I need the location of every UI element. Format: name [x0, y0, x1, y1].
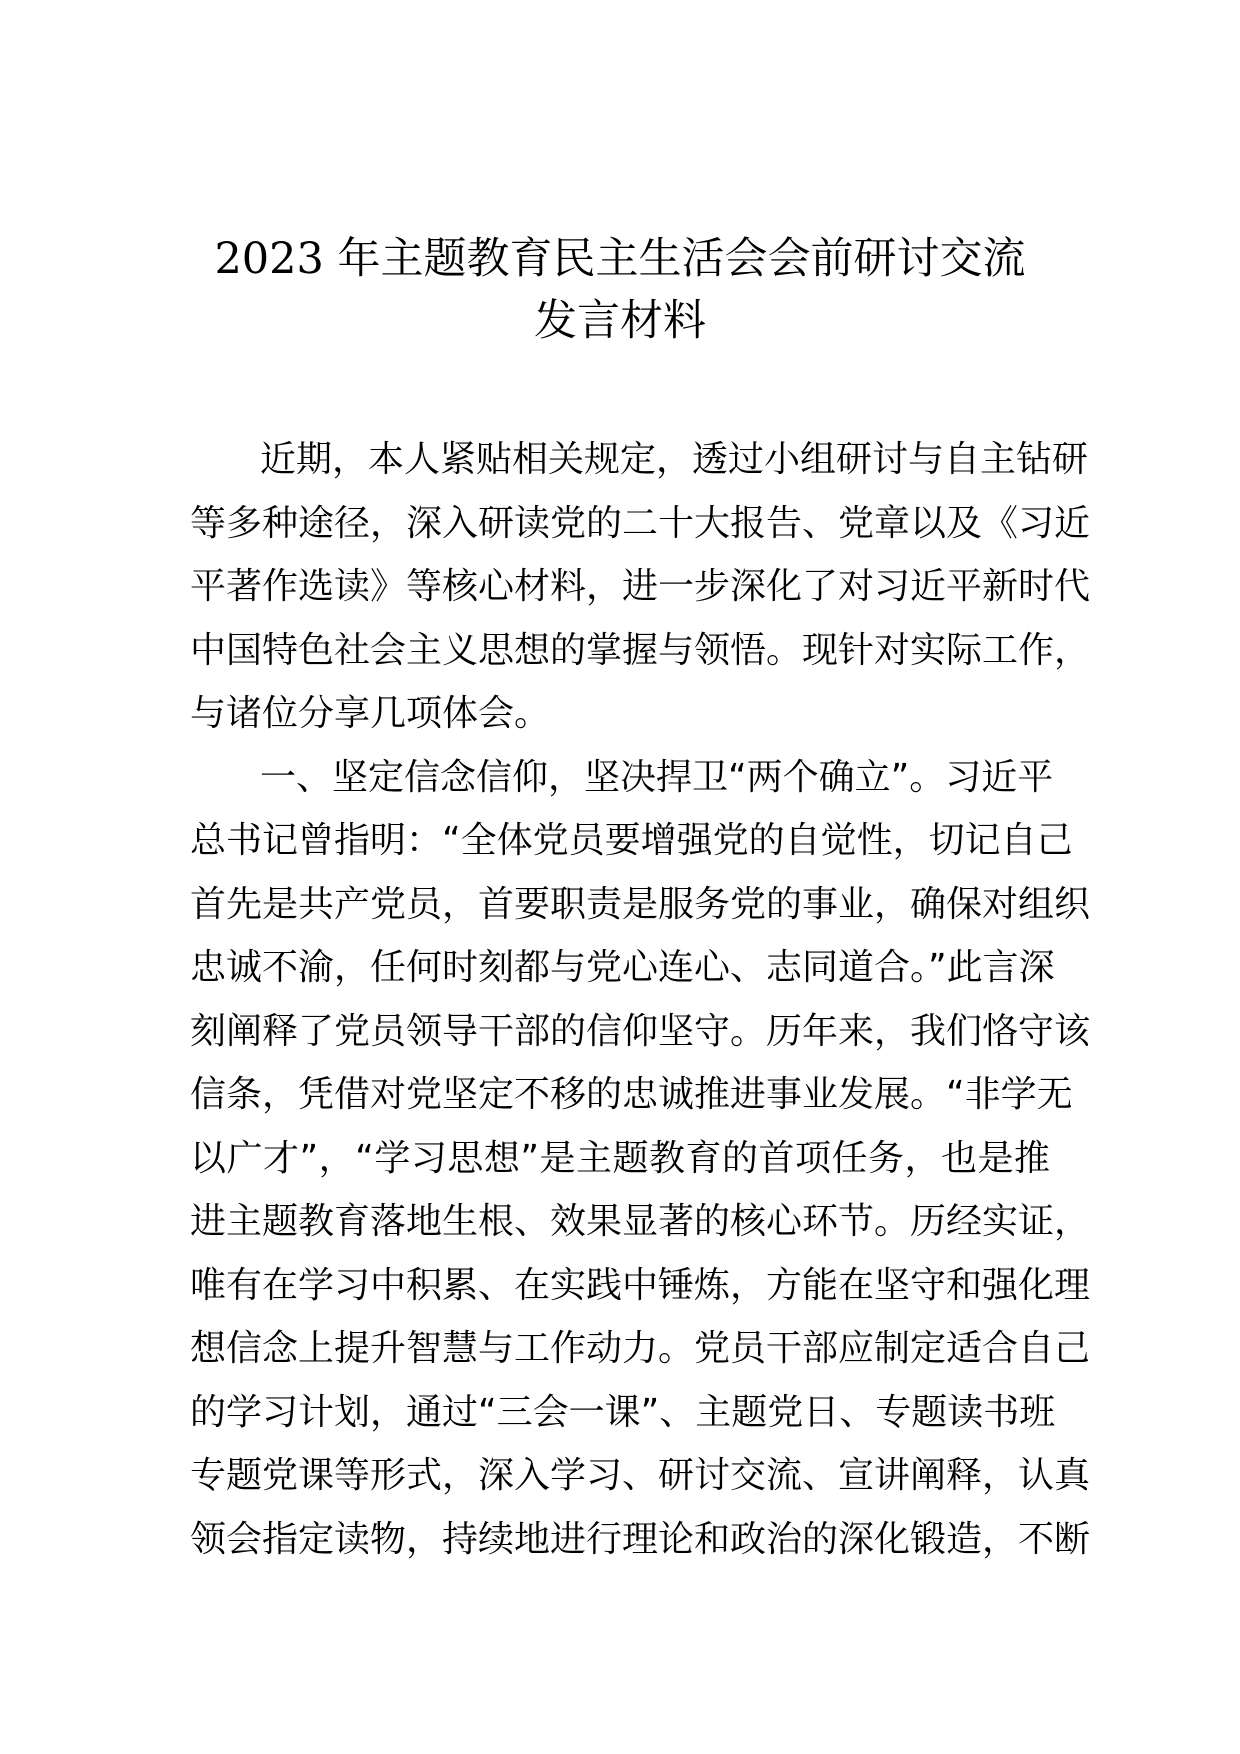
text-line: 与诸位分享几项体会。: [190, 693, 551, 734]
text-line: 平著作选读》等核心材料，进一步深化了对习近平新时代: [190, 566, 1091, 607]
text-line: 刻阐释了党员领导干部的信仰坚守。历年来，我们恪守该: [190, 1010, 1091, 1052]
title-line-2: 发言材料: [534, 296, 706, 346]
text-line: 一、坚定信念信仰，坚决捍卫“两个确立”。习近平: [260, 756, 1054, 798]
title-line-1: 2023 年主题教育民主生活会会前研讨交流: [214, 234, 1026, 284]
text-line: 的学习计划，通过“三会一课”、主题党日、专题读书班: [190, 1391, 1056, 1433]
text-line: 信条，凭借对党坚定不移的忠诚推进事业发展。“非学无: [190, 1074, 1073, 1115]
text-line: 以广才”，“学习思想”是主题教育的首项任务，也是推: [190, 1137, 1050, 1179]
text-line: 领会指定读物，持续地进行理论和政治的深化锻造，不断: [190, 1518, 1091, 1560]
document-title: [150, 228, 1090, 352]
paragraph-section-one: [190, 746, 1091, 1572]
text-line: 想信念上提升智慧与工作动力。党员干部应制定适合自己: [190, 1328, 1091, 1369]
text-line: 专题党课等形式，深入学习、研讨交流、宣讲阐释，认真: [190, 1455, 1091, 1496]
text-line: 近期，本人紧贴相关规定，透过小组研讨与自主钻研: [260, 439, 1089, 480]
text-line: 进主题教育落地生根、效果显著的核心环节。历经实证，: [190, 1201, 1091, 1242]
text-line: 中国特色社会主义思想的掌握与领悟。现针对实际工作，: [190, 629, 1091, 671]
text-line: 唯有在学习中积累、在实践中锤炼，方能在坚守和强化理: [190, 1264, 1091, 1306]
text-line: 首先是共产党员，首要职责是服务党的事业，确保对组织: [190, 883, 1091, 925]
paragraph-intro: [190, 428, 1091, 746]
text-line: 忠诚不渝，任何时刻都与党心连心、志同道合。”此言深: [190, 947, 1055, 988]
document-body: [190, 428, 1091, 1571]
text-line: 等多种途径，深入研读党的二十大报告、党章以及《习近: [190, 502, 1091, 544]
text-line: 总书记曾指明：“全体党员要增强党的自觉性，切记自己: [190, 820, 1073, 861]
